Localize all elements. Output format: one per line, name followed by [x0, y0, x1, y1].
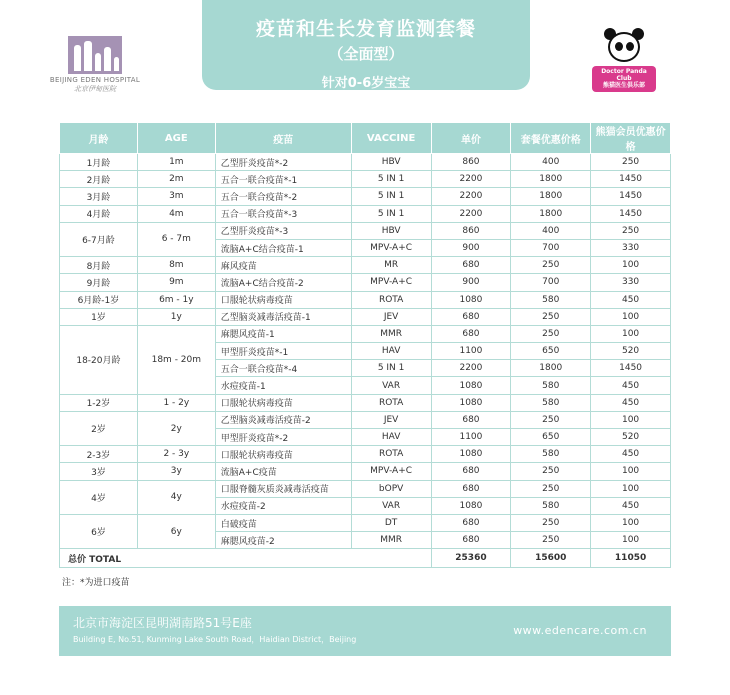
- month-cell: 2月龄: [60, 171, 138, 188]
- package-price-cell: 250: [511, 325, 591, 342]
- month-cell: 6月龄-1岁: [60, 291, 138, 308]
- month-cell: 1岁: [60, 308, 138, 325]
- age-cell: 6y: [137, 514, 215, 548]
- age-cell: 1y: [137, 308, 215, 325]
- total-member-price: 11050: [591, 549, 671, 568]
- vaccine-name-cell: 水痘疫苗-2: [215, 497, 351, 514]
- member-price-cell: 450: [591, 497, 671, 514]
- vaccine-name-cell: 麻腮风疫苗-1: [215, 325, 351, 342]
- vaccine-name-cell: 白破疫苗: [215, 514, 351, 531]
- member-price-cell: 450: [591, 291, 671, 308]
- vaccine-name-cell: 甲型肝炎疫苗*-2: [215, 429, 351, 446]
- package-price-cell: 250: [511, 532, 591, 549]
- table-row: [60, 325, 671, 342]
- table-row: [60, 480, 671, 497]
- age-cell: 8m: [137, 257, 215, 274]
- target-audience: 针对0-6岁宝宝: [321, 76, 411, 91]
- table-row: [60, 171, 671, 188]
- vaccine-code-cell: 5 IN 1: [351, 360, 431, 377]
- unit-price-cell: 1080: [431, 394, 511, 411]
- column-header: 月龄: [60, 123, 138, 154]
- age-cell: 4y: [137, 480, 215, 514]
- vaccine-code-cell: VAR: [351, 377, 431, 394]
- vaccine-price-table: [59, 122, 671, 568]
- vaccine-name-cell: 甲型肝炎疫苗*-1: [215, 343, 351, 360]
- age-cell: 2y: [137, 411, 215, 445]
- vaccine-code-cell: JEV: [351, 411, 431, 428]
- unit-price-cell: 680: [431, 480, 511, 497]
- member-price-cell: 100: [591, 325, 671, 342]
- unit-price-cell: 2200: [431, 205, 511, 222]
- vaccine-name-cell: 流脑A+C疫苗: [215, 463, 351, 480]
- column-header: 单价: [431, 123, 511, 154]
- unit-price-cell: 2200: [431, 171, 511, 188]
- package-price-cell: 580: [511, 446, 591, 463]
- member-price-cell: 100: [591, 532, 671, 549]
- month-cell: 4月龄: [60, 205, 138, 222]
- total-label: 总价 TOTAL: [60, 549, 432, 568]
- total-package-price: 15600: [511, 549, 591, 568]
- unit-price-cell: 860: [431, 154, 511, 171]
- package-price-cell: 580: [511, 291, 591, 308]
- month-cell: 1月龄: [60, 154, 138, 171]
- column-header: 套餐优惠价格: [511, 123, 591, 154]
- package-price-cell: 1800: [511, 171, 591, 188]
- package-price-cell: 580: [511, 497, 591, 514]
- hospital-name-cn: 北京伊甸医院: [74, 85, 116, 93]
- member-price-cell: 520: [591, 343, 671, 360]
- package-price-cell: 1800: [511, 205, 591, 222]
- table-row: [60, 308, 671, 325]
- age-cell: 1m: [137, 154, 215, 171]
- unit-price-cell: 680: [431, 411, 511, 428]
- vaccine-name-cell: 口服轮状病毒疫苗: [215, 394, 351, 411]
- table-row: [60, 188, 671, 205]
- vaccine-name-cell: 流脑A+C结合疫苗-1: [215, 239, 351, 256]
- unit-price-cell: 1080: [431, 497, 511, 514]
- month-cell: 3月龄: [60, 188, 138, 205]
- total-row: [60, 549, 671, 568]
- vaccine-code-cell: JEV: [351, 308, 431, 325]
- package-price-cell: 580: [511, 377, 591, 394]
- unit-price-cell: 680: [431, 325, 511, 342]
- month-cell: 9月龄: [60, 274, 138, 291]
- panda-club-logo: [592, 26, 656, 92]
- package-price-cell: 250: [511, 257, 591, 274]
- unit-price-cell: 1080: [431, 291, 511, 308]
- package-price-cell: 650: [511, 429, 591, 446]
- vaccine-code-cell: ROTA: [351, 446, 431, 463]
- month-cell: 6-7月龄: [60, 222, 138, 256]
- package-price-cell: 250: [511, 463, 591, 480]
- vaccine-name-cell: 乙型肝炎疫苗*-2: [215, 154, 351, 171]
- table-row: [60, 257, 671, 274]
- age-cell: 4m: [137, 205, 215, 222]
- vaccine-code-cell: MR: [351, 257, 431, 274]
- member-price-cell: 1450: [591, 188, 671, 205]
- vaccine-name-cell: 乙型脑炎减毒活疫苗-2: [215, 411, 351, 428]
- member-price-cell: 250: [591, 222, 671, 239]
- panda-icon: [604, 26, 644, 64]
- vaccine-name-cell: 口服轮状病毒疫苗: [215, 291, 351, 308]
- page-subtitle: （全面型）: [328, 45, 404, 63]
- unit-price-cell: 680: [431, 257, 511, 274]
- unit-price-cell: 2200: [431, 188, 511, 205]
- address-cn: 北京市海淀区昆明湖南路51号E座: [73, 616, 252, 630]
- age-cell: 9m: [137, 274, 215, 291]
- month-cell: 2岁: [60, 411, 138, 445]
- table-row: [60, 514, 671, 531]
- member-price-cell: 520: [591, 429, 671, 446]
- vaccine-code-cell: ROTA: [351, 291, 431, 308]
- unit-price-cell: 900: [431, 239, 511, 256]
- age-cell: 3m: [137, 188, 215, 205]
- package-price-cell: 650: [511, 343, 591, 360]
- unit-price-cell: 680: [431, 308, 511, 325]
- table-row: [60, 394, 671, 411]
- vaccine-code-cell: VAR: [351, 497, 431, 514]
- unit-price-cell: 1080: [431, 377, 511, 394]
- month-cell: 2-3岁: [60, 446, 138, 463]
- member-price-cell: 450: [591, 446, 671, 463]
- vaccine-name-cell: 水痘疫苗-1: [215, 377, 351, 394]
- vaccine-name-cell: 流脑A+C结合疫苗-2: [215, 274, 351, 291]
- vaccine-code-cell: HBV: [351, 222, 431, 239]
- vaccine-code-cell: MPV-A+C: [351, 239, 431, 256]
- package-price-cell: 1800: [511, 360, 591, 377]
- age-cell: 2m: [137, 171, 215, 188]
- month-cell: 4岁: [60, 480, 138, 514]
- vaccine-name-cell: 乙型脑炎减毒活疫苗-1: [215, 308, 351, 325]
- month-cell: 18-20月龄: [60, 325, 138, 394]
- vaccine-name-cell: 五合一联合疫苗*-4: [215, 360, 351, 377]
- month-cell: 6岁: [60, 514, 138, 548]
- unit-price-cell: 680: [431, 514, 511, 531]
- table-row: [60, 411, 671, 428]
- address-en: Building E, No.51, Kunming Lake South Road，Haidian District，Beijing: [73, 635, 357, 644]
- table-row: [60, 274, 671, 291]
- member-price-cell: 330: [591, 274, 671, 291]
- package-price-cell: 250: [511, 480, 591, 497]
- member-price-cell: 450: [591, 377, 671, 394]
- unit-price-cell: 1100: [431, 429, 511, 446]
- vaccine-name-cell: 五合一联合疫苗*-2: [215, 188, 351, 205]
- vaccine-code-cell: HAV: [351, 343, 431, 360]
- page-title: 疫苗和生长发育监测套餐: [255, 18, 476, 40]
- vaccine-name-cell: 五合一联合疫苗*-1: [215, 171, 351, 188]
- unit-price-cell: 680: [431, 463, 511, 480]
- unit-price-cell: 680: [431, 532, 511, 549]
- vaccine-code-cell: bOPV: [351, 480, 431, 497]
- unit-price-cell: 2200: [431, 360, 511, 377]
- member-price-cell: 250: [591, 154, 671, 171]
- total-unit-price: 25360: [431, 549, 511, 568]
- vaccine-code-cell: HBV: [351, 154, 431, 171]
- age-cell: 1 - 2y: [137, 394, 215, 411]
- vaccine-name-cell: 麻腮风疫苗-2: [215, 532, 351, 549]
- package-price-cell: 250: [511, 514, 591, 531]
- vaccine-code-cell: HAV: [351, 429, 431, 446]
- vaccine-code-cell: MPV-A+C: [351, 463, 431, 480]
- age-cell: 6m - 1y: [137, 291, 215, 308]
- unit-price-cell: 1080: [431, 446, 511, 463]
- column-header: 熊猫会员优惠价格: [591, 123, 671, 154]
- age-cell: 3y: [137, 463, 215, 480]
- month-cell: 1-2岁: [60, 394, 138, 411]
- vaccine-name-cell: 五合一联合疫苗*-3: [215, 205, 351, 222]
- member-price-cell: 1450: [591, 360, 671, 377]
- hospital-name-en: BEIJING EDEN HOSPITAL: [49, 76, 141, 84]
- package-header: [202, 0, 530, 90]
- website-link[interactable]: www.edencare.com.cn: [513, 624, 647, 637]
- club-badge: Doctor Panda Club 熊猫医生俱乐部: [592, 66, 656, 92]
- month-cell: 8月龄: [60, 257, 138, 274]
- column-header: VACCINE: [351, 123, 431, 154]
- package-price-cell: 400: [511, 222, 591, 239]
- table-body: [60, 154, 671, 568]
- table-row: [60, 463, 671, 480]
- family-logo-icon: [68, 36, 122, 74]
- age-cell: 2 - 3y: [137, 446, 215, 463]
- table-row: [60, 222, 671, 239]
- member-price-cell: 450: [591, 394, 671, 411]
- vaccine-name-cell: 口服脊髓灰质炎减毒活疫苗: [215, 480, 351, 497]
- member-price-cell: 100: [591, 308, 671, 325]
- vaccine-code-cell: 5 IN 1: [351, 188, 431, 205]
- vaccine-code-cell: MMR: [351, 532, 431, 549]
- table-header-row: [60, 123, 671, 154]
- vaccine-name-cell: 乙型肝炎疫苗*-3: [215, 222, 351, 239]
- table-row: [60, 154, 671, 171]
- package-price-cell: 700: [511, 274, 591, 291]
- member-price-cell: 1450: [591, 205, 671, 222]
- member-price-cell: 100: [591, 257, 671, 274]
- package-price-cell: 580: [511, 394, 591, 411]
- package-price-cell: 250: [511, 411, 591, 428]
- member-price-cell: 100: [591, 514, 671, 531]
- vaccine-name-cell: 口服轮状病毒疫苗: [215, 446, 351, 463]
- vaccine-code-cell: MPV-A+C: [351, 274, 431, 291]
- member-price-cell: 100: [591, 411, 671, 428]
- column-header: AGE: [137, 123, 215, 154]
- hospital-logo: [40, 36, 150, 94]
- age-cell: 18m - 20m: [137, 325, 215, 394]
- vaccine-code-cell: 5 IN 1: [351, 205, 431, 222]
- footer: [59, 606, 671, 656]
- column-header: 疫苗: [215, 123, 351, 154]
- vaccine-name-cell: 麻风疫苗: [215, 257, 351, 274]
- member-price-cell: 1450: [591, 171, 671, 188]
- package-price-cell: 250: [511, 308, 591, 325]
- month-cell: 3岁: [60, 463, 138, 480]
- package-price-cell: 400: [511, 154, 591, 171]
- unit-price-cell: 860: [431, 222, 511, 239]
- unit-price-cell: 1100: [431, 343, 511, 360]
- table-row: [60, 205, 671, 222]
- unit-price-cell: 900: [431, 274, 511, 291]
- package-price-cell: 700: [511, 239, 591, 256]
- table-row: [60, 291, 671, 308]
- vaccine-code-cell: MMR: [351, 325, 431, 342]
- age-cell: 6 - 7m: [137, 222, 215, 256]
- member-price-cell: 100: [591, 480, 671, 497]
- vaccine-code-cell: 5 IN 1: [351, 171, 431, 188]
- vaccine-code-cell: DT: [351, 514, 431, 531]
- table-row: [60, 446, 671, 463]
- import-note: 注：*为进口疫苗: [62, 578, 130, 588]
- package-price-cell: 1800: [511, 188, 591, 205]
- vaccine-code-cell: ROTA: [351, 394, 431, 411]
- member-price-cell: 100: [591, 463, 671, 480]
- member-price-cell: 330: [591, 239, 671, 256]
